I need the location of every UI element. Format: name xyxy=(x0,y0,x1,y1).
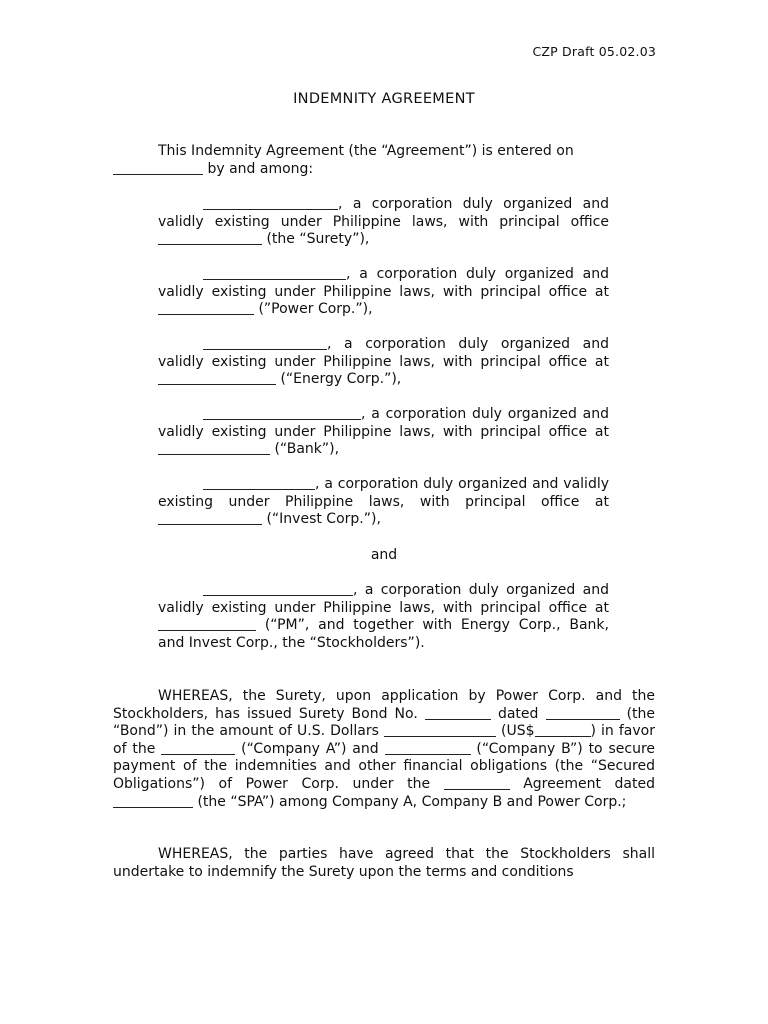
blank-bond-number[interactable] xyxy=(425,706,491,720)
party-surety: , a corporation duly organized and validly existing under Philippine laws, with principal office (the “Surety”), xyxy=(158,196,609,248)
blank-agreement-name[interactable] xyxy=(444,776,510,790)
blank-company-a[interactable] xyxy=(161,741,235,755)
blank-bond-date[interactable] xyxy=(546,706,620,720)
blank-energy-name[interactable] xyxy=(203,336,327,350)
blank-date[interactable] xyxy=(113,161,203,175)
party-pm: , a corporation duly organized and validly existing under Philippine laws, with principal office at (“PM”, and together with Energy Corp., Bank, and Invest Corp., the “Stockholders”). xyxy=(158,582,609,651)
blank-surety-name[interactable] xyxy=(203,196,338,210)
blank-power-office[interactable] xyxy=(158,301,254,315)
blank-energy-office[interactable] xyxy=(158,371,276,385)
blank-bank-office[interactable] xyxy=(158,441,270,455)
party-energy-corp: , a corporation duly organized and validly existing under Philippine laws, with principal office at (“Energy Corp.”), xyxy=(158,336,609,388)
blank-amount-words[interactable] xyxy=(384,723,496,737)
draft-label: CZP Draft 05.02.03 xyxy=(532,44,656,59)
blank-agreement-date[interactable] xyxy=(113,794,193,808)
whereas-clause-bond: WHEREAS, the Surety, upon application by Power Corp. and the Stockholders, has issued Surety Bond No. dated (the “Bond”) in the amount of U.S. Dollars (US$ ) in favor of the (“Company A”) and (“Company B”) to secure payment of the indemnities and other financial obligations (the “Secured Obligations”) of Power Corp. under the Agreement dated (the “SPA”) among Company A, Company B and Power Corp.; xyxy=(113,688,656,810)
blank-pm-office[interactable] xyxy=(158,617,256,631)
blank-amount-figures[interactable] xyxy=(535,723,591,737)
and-separator: and xyxy=(370,547,398,563)
blank-company-b[interactable] xyxy=(385,741,471,755)
party-power-corp: , a corporation duly organized and validly existing under Philippine laws, with principal office at (”Power Corp.”), xyxy=(158,266,609,318)
whereas-clause-indemnify: WHEREAS, the parties have agreed that the Stockholders shall undertake to indemnify the Surety upon the terms and conditions xyxy=(113,846,655,880)
blank-bank-name[interactable] xyxy=(203,406,361,420)
intro-paragraph: This Indemnity Agreement (the “Agreement”) is entered on by and among: xyxy=(113,143,655,178)
blank-pm-name[interactable] xyxy=(203,582,353,596)
party-invest-corp: , a corporation duly organized and validly existing under Philippine laws, with principal office at (“Invest Corp.”), xyxy=(158,476,609,528)
party-bank: , a corporation duly organized and validly existing under Philippine laws, with principal office at (“Bank”), xyxy=(158,406,609,458)
blank-invest-office[interactable] xyxy=(158,511,262,525)
document-title: INDEMNITY AGREEMENT xyxy=(293,91,475,107)
blank-invest-name[interactable] xyxy=(203,476,315,490)
blank-surety-office[interactable] xyxy=(158,231,262,245)
blank-power-name[interactable] xyxy=(203,266,346,280)
